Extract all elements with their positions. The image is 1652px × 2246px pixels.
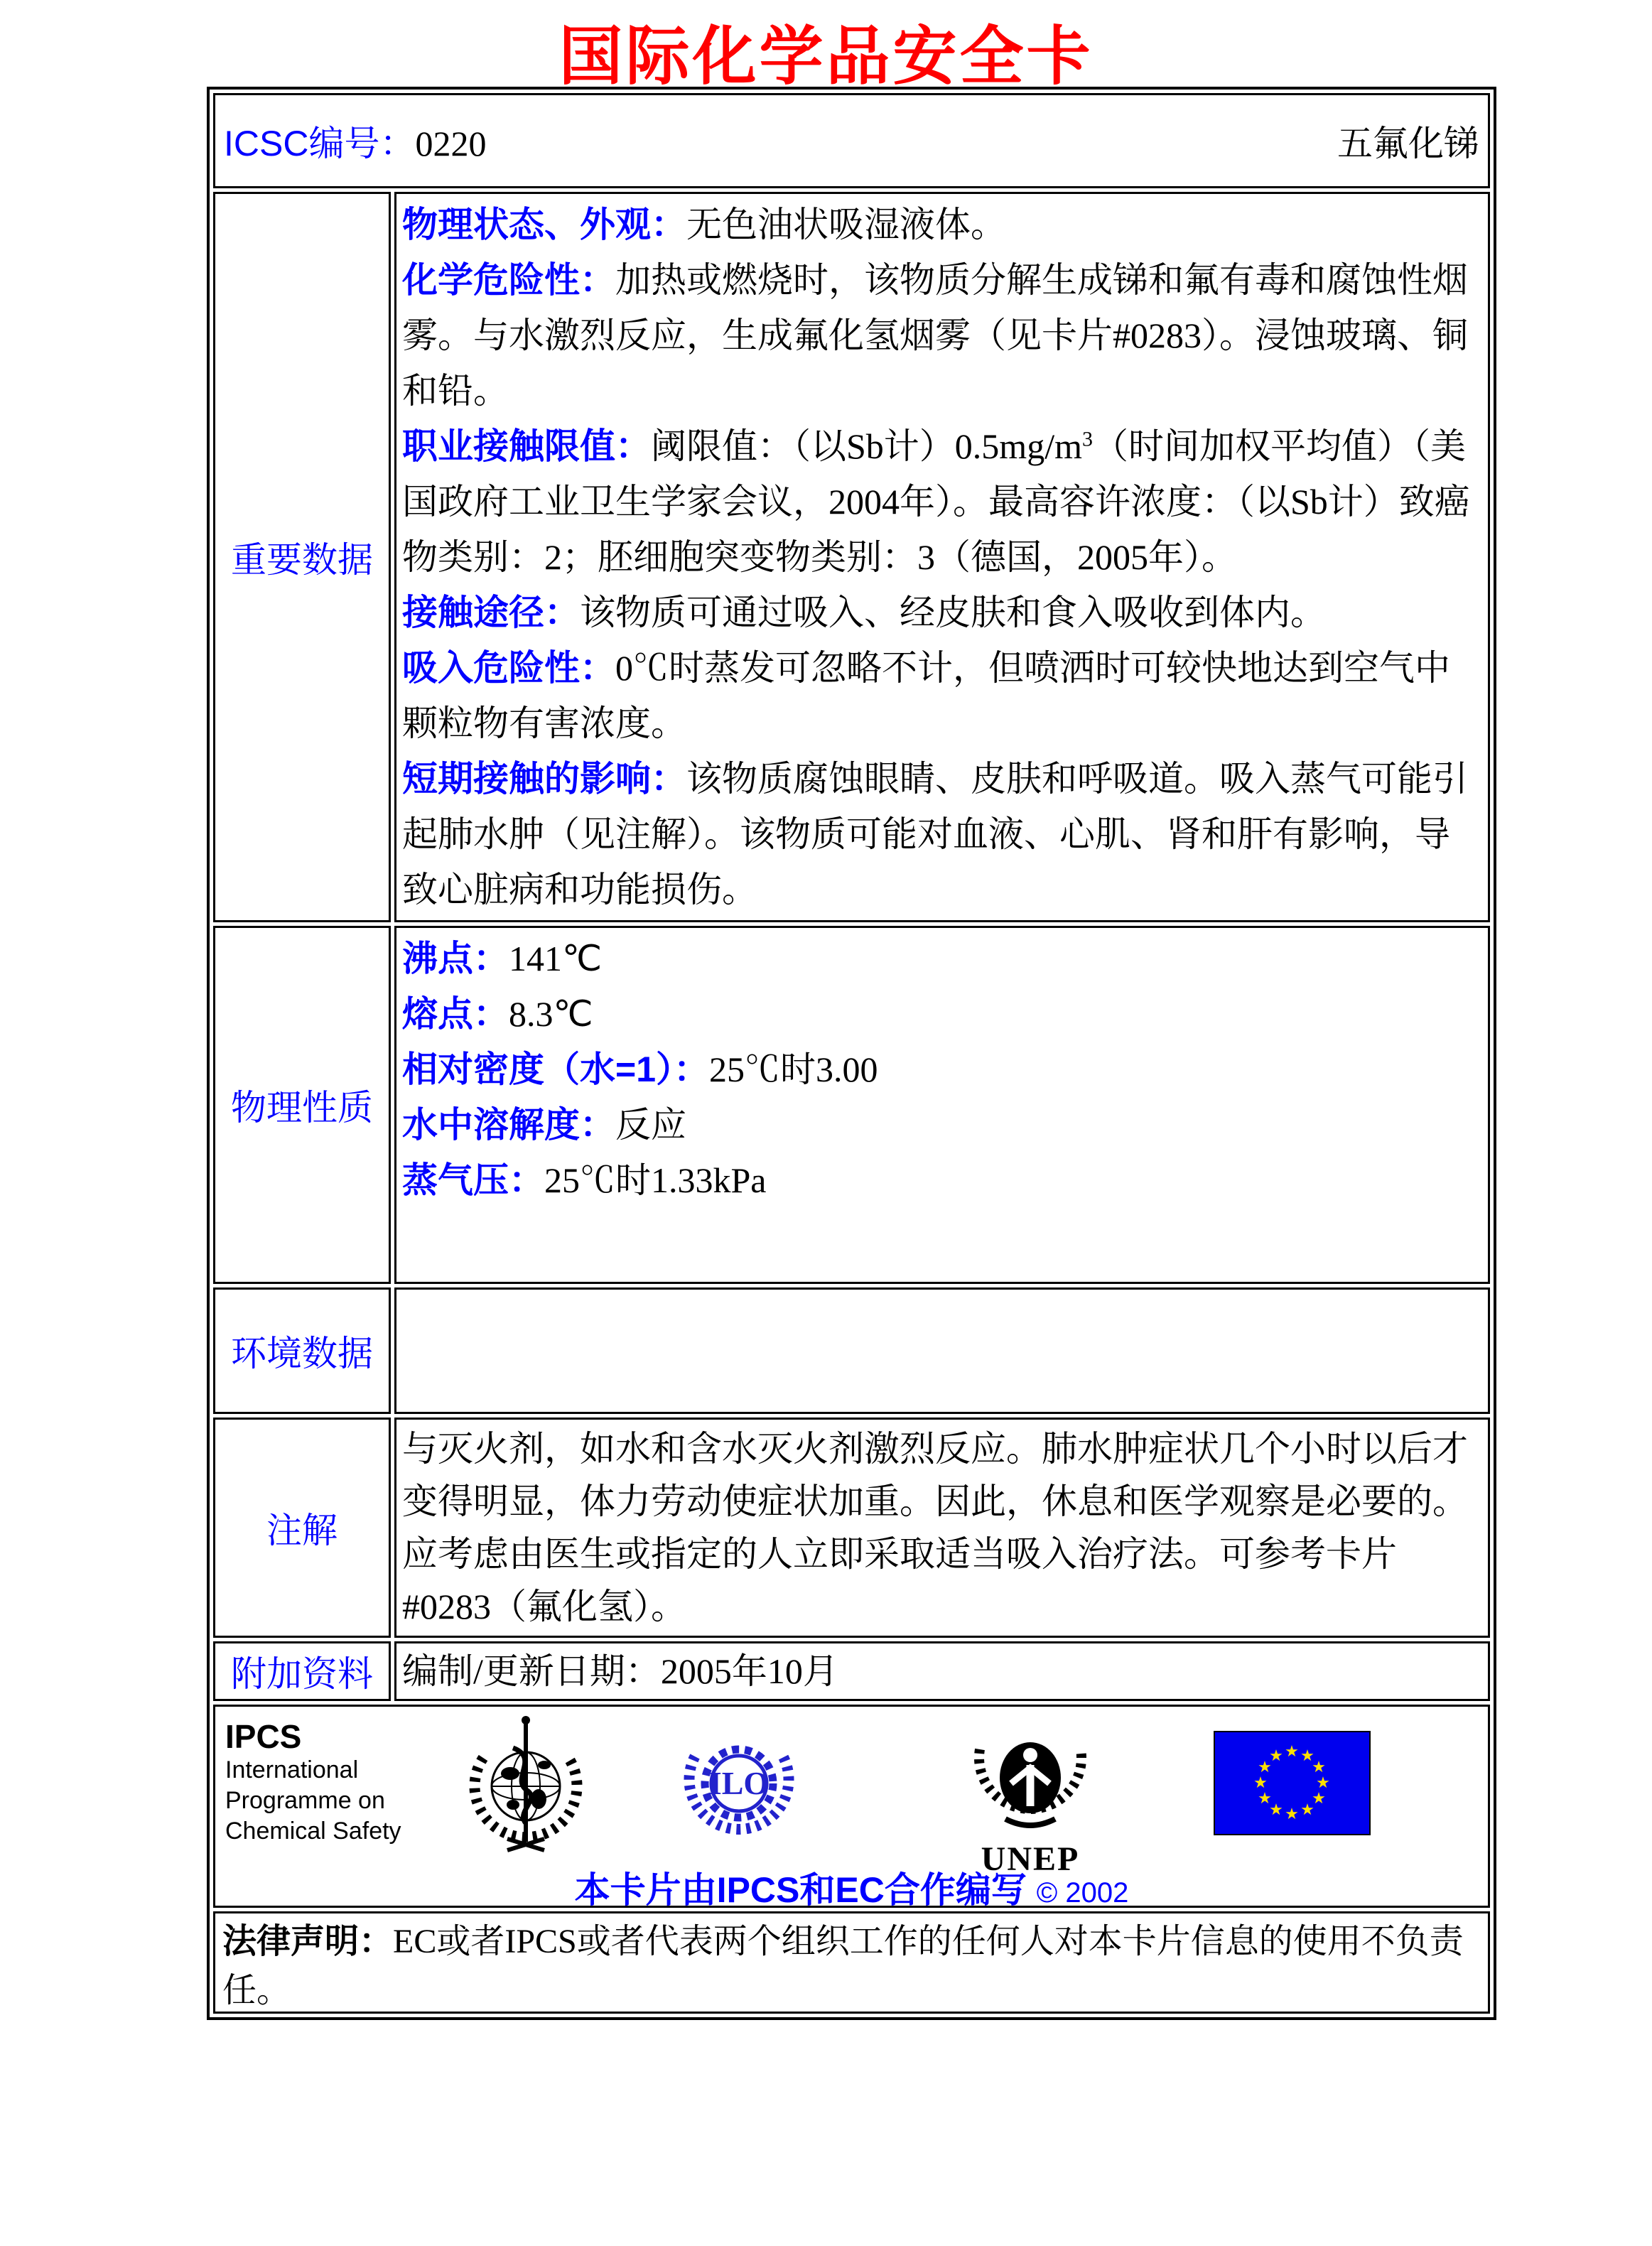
environmental-data-content [394, 1287, 1490, 1414]
important-data-content [394, 192, 1490, 922]
environmental-data-row [213, 1287, 1490, 1414]
paragraph: 吸入危险性：0℃时蒸发可忽略不计，但喷洒时可较快地达到空气中颗粒物有害浓度。 [402, 648, 1450, 743]
header-row [213, 93, 1490, 188]
paragraph: 化学危险性：加热或燃烧时，该物质分解生成锑和氟有毒和腐蚀性烟雾。与水激烈反应，生成氟化氢烟雾（见卡片#0283）。浸蚀玻璃、铜和铅。 [402, 260, 1468, 411]
paragraph: 接触途径：该物质可通过吸入、经皮肤和食入吸收到体内。 [402, 593, 1326, 632]
svg-text:★: ★ [1269, 1747, 1283, 1765]
important-data-row-label: 重要数据 [213, 192, 391, 922]
copyright-value: © 2002 [1036, 1877, 1129, 1908]
svg-text:★: ★ [1253, 1774, 1268, 1792]
notes-row [213, 1418, 1490, 1638]
icsc-number-value: 0220 [415, 124, 487, 163]
svg-text:ILO: ILO [708, 1765, 770, 1801]
additional-info-content: 编制/更新日期：2005年10月 [394, 1641, 1490, 1701]
paragraph: 水中溶解度：反应 [402, 1105, 686, 1145]
paragraph: 蒸气压：25℃时1.33kPa [402, 1160, 767, 1200]
header-cell [213, 93, 1490, 188]
environmental-data-row-label: 环境数据 [213, 1287, 391, 1414]
svg-text:★: ★ [1300, 1801, 1314, 1819]
page-title: 国际化学品安全卡 [558, 22, 1094, 92]
footer-caption [215, 1862, 1488, 1913]
additional-info-row [213, 1641, 1490, 1701]
notes-row-label: 注解 [213, 1418, 391, 1638]
additional-info-row-label: 附加资料 [213, 1641, 391, 1701]
chemical-name: 五氟化锑 [1337, 124, 1479, 163]
svg-text:★: ★ [1300, 1747, 1314, 1765]
paragraph: 沸点：141℃ [402, 939, 603, 978]
ilo-logo-icon [681, 1719, 798, 1851]
paragraph: 短期接触的影响：该物质腐蚀眼睛、皮肤和呼吸道。吸入蒸气可能引起肺水肿（见注解）。该物质可能对血液、心肌、肾和肝有影响，导致心脏病和功能损伤。 [402, 759, 1468, 909]
eu-flag-icon [1214, 1731, 1371, 1835]
ipcs-text-block [225, 1718, 401, 1847]
icsc-number-label: ICSC编号： [224, 124, 416, 163]
physical-properties-content [394, 926, 1490, 1284]
paragraph: 物理状态、外观：无色油状吸湿液体。 [402, 205, 1006, 244]
icsc-number-group [224, 115, 486, 166]
unep-logo-icon [956, 1712, 1105, 1883]
svg-text:★: ★ [1312, 1790, 1326, 1808]
svg-text:★: ★ [1269, 1801, 1283, 1819]
logos-row [213, 1705, 1490, 1908]
svg-text:★: ★ [1285, 1805, 1299, 1823]
legal-cell [213, 1911, 1490, 2014]
svg-text:UNEP: UNEP [981, 1840, 1080, 1878]
svg-text:★: ★ [1258, 1759, 1272, 1776]
logos-cell [213, 1705, 1490, 1908]
legal-label: 法律声明： [222, 1923, 394, 1960]
svg-text:★: ★ [1285, 1743, 1299, 1761]
svg-text:★: ★ [1258, 1790, 1272, 1808]
caption-text: 本卡片由IPCS和EC合作编写 [574, 1870, 1027, 1910]
paragraph: 熔点：8.3℃ [402, 994, 593, 1034]
notes-content: 与灭火剂，如水和含水灭火剂激烈反应。肺水肿症状几个小时以后才变得明显，体力劳动使症状加重。因此，休息和医学观察是必要的。应考虑由医生或指定的人立即采取适当吸入治疗法。可参考卡片#0283（氟化氢）。 [394, 1418, 1490, 1638]
safety-card-table [207, 87, 1496, 2020]
who-logo-icon [468, 1714, 585, 1859]
physical-properties-row-label: 物理性质 [213, 926, 391, 1284]
paragraph: 相对密度（水=1）：25℃时3.00 [402, 1049, 878, 1089]
svg-text:★: ★ [1316, 1774, 1330, 1792]
svg-text:★: ★ [1312, 1759, 1326, 1776]
legal-text: EC或者IPCS或者代表两个组织工作的任何人对本卡片信息的使用不负责任。 [222, 1923, 1464, 2009]
physical-properties-row [213, 926, 1490, 1284]
ipcs-abbr: IPCS [225, 1718, 302, 1755]
important-data-row [213, 192, 1490, 922]
legal-row [213, 1911, 1490, 2014]
ipcs-full-name: International Programme on Chemical Safety [225, 1756, 401, 1845]
paragraph: 职业接触限值：阈限值：（以Sb计）$0.5mg/m^3$（时间加权平均值）（美国政府工业卫生学家会议，2004年）。最高容许浓度：（以Sb计）致癌物类别：2；胚细胞突变物类别：3（德国，2005年）。 [402, 426, 1470, 577]
